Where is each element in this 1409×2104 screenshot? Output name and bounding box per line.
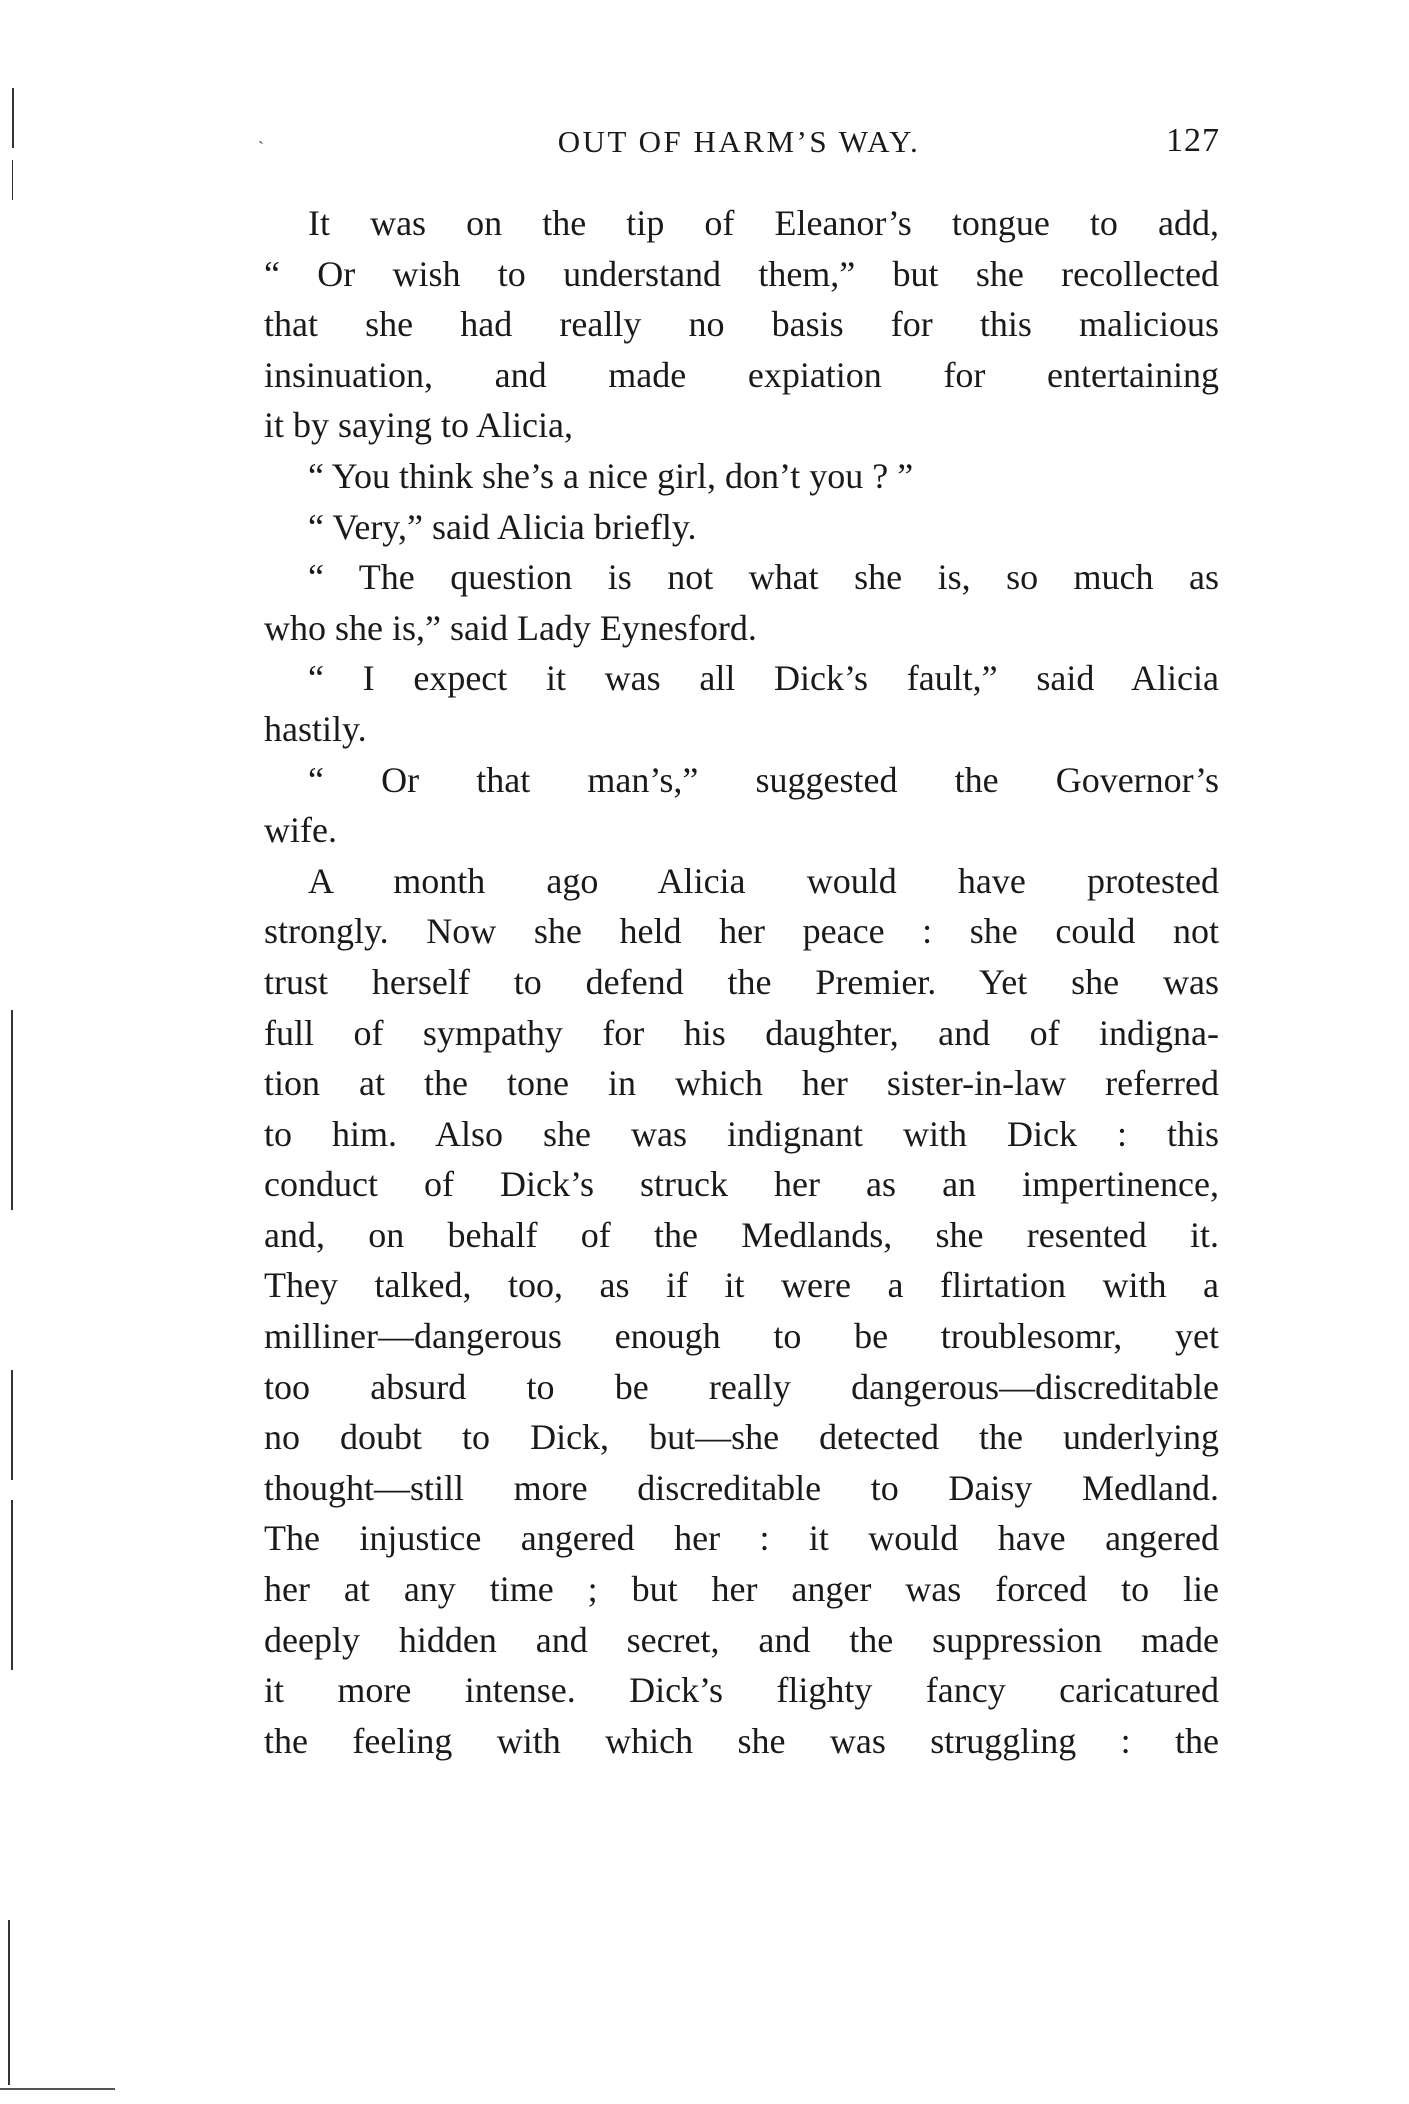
page-number: 127 bbox=[1166, 122, 1220, 159]
text-line: strongly. Now she held her peace : she could not bbox=[264, 911, 1219, 952]
text-line: “ You think she’s a nice girl, don’t you ? ” bbox=[308, 455, 914, 496]
text-line: “ Or wish to understand them,” but she recollected bbox=[264, 253, 1219, 294]
binding-edge-mark bbox=[8, 1920, 10, 2085]
text-line: it more intense. Dick’s flighty fancy caricatured bbox=[264, 1670, 1219, 1711]
text-line: too absurd to be really dangerous—discreditable bbox=[264, 1366, 1219, 1407]
running-head bbox=[258, 124, 1220, 174]
binding-edge-mark bbox=[12, 160, 13, 200]
text-line: It was on the tip of Eleanor’s tongue to add, bbox=[308, 203, 1219, 243]
text-line: to him. Also she was indignant with Dick : this bbox=[264, 1113, 1219, 1154]
running-title: OUT OF HARM’S WAY. bbox=[557, 124, 921, 159]
text-line: who she is,” said Lady Eynesford. bbox=[264, 607, 757, 648]
text-line: milliner—dangerous enough to be troublesomr, yet bbox=[264, 1316, 1219, 1357]
text-line: “ Very,” said Alicia briefly. bbox=[308, 506, 697, 547]
text-line: that she had really no basis for this malicious bbox=[264, 304, 1219, 345]
body-text bbox=[264, 198, 1219, 1766]
text-line: A month ago Alicia would have protested bbox=[308, 860, 1219, 901]
text-line: it by saying to Alicia, bbox=[264, 405, 573, 446]
text-line: “ I expect it was all Dick’s fault,” said Alicia bbox=[308, 658, 1219, 699]
text-line: hastily. bbox=[264, 708, 367, 749]
text-line: the feeling with which she was struggling : the bbox=[264, 1720, 1219, 1761]
text-line: “ The question is not what she is, so much as bbox=[308, 557, 1219, 598]
text-line: The injustice angered her : it would have angered bbox=[264, 1518, 1219, 1559]
binding-edge-mark bbox=[11, 1010, 13, 1210]
text-line: full of sympathy for his daughter, and of indigna- bbox=[264, 1012, 1219, 1053]
scan-edge-line bbox=[0, 2088, 115, 2090]
text-line: and, on behalf of the Medlands, she resented it. bbox=[264, 1214, 1219, 1255]
text-line: “ Or that man’s,” suggested the Governor’s bbox=[308, 759, 1219, 800]
text-line: wife. bbox=[264, 810, 337, 851]
text-line: insinuation, and made expiation for entertaining bbox=[264, 354, 1219, 395]
text-line: trust herself to defend the Premier. Yet she was bbox=[264, 961, 1219, 1002]
text-line: thought—still more discreditable to Daisy Medland. bbox=[264, 1467, 1219, 1508]
binding-edge-mark bbox=[11, 1500, 13, 1670]
text-line: They talked, too, as if it were a flirtation with a bbox=[264, 1265, 1219, 1306]
text-line: conduct of Dick’s struck her as an impertinence, bbox=[264, 1164, 1219, 1205]
binding-edge-mark bbox=[12, 88, 14, 148]
binding-edge-mark bbox=[11, 1370, 13, 1480]
header-tick-mark: ` bbox=[258, 138, 264, 158]
text-line: deeply hidden and secret, and the suppression made bbox=[264, 1619, 1219, 1660]
text-line: her at any time ; but her anger was forced to lie bbox=[264, 1569, 1219, 1610]
text-line: tion at the tone in which her sister-in-law referred bbox=[264, 1063, 1219, 1104]
text-line: no doubt to Dick, but—she detected the underlying bbox=[264, 1417, 1219, 1458]
